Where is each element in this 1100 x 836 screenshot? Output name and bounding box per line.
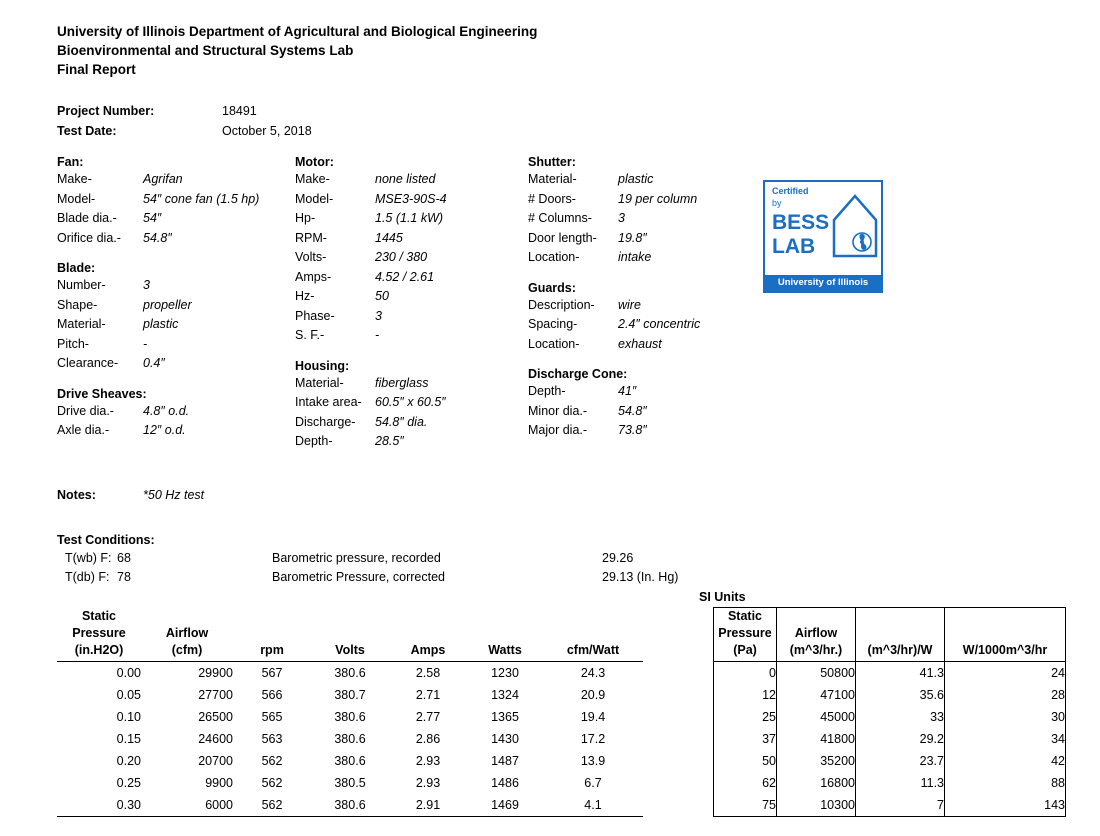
motor-hz-value: 50 [375,289,389,303]
fan-orifice-dia-row [57,229,297,249]
blade-clearance-label: Clearance- [57,356,119,370]
shutter-location-value: intake [618,250,652,264]
motor-rpm-label: RPM- [295,230,327,245]
cell-static-pressure-pa: 75 [714,794,777,817]
blade-number-label: Number- [57,278,106,292]
motor-volts-label: Volts- [295,250,327,264]
test-conditions-row [57,549,757,568]
fan-orifice-dia-value: 54.8″ [143,230,172,245]
shutter-doors-label: # Doors- [528,191,576,206]
motor-model-row [295,190,525,210]
header-rpm: rpm [260,643,284,657]
cone-depth-label: Depth- [528,384,566,398]
cell-spacer [643,706,714,728]
motor-sf-value: - [375,328,380,342]
header-spacer [643,608,714,662]
motor-hp-row [295,209,525,229]
cell-airflow-cfm: 6000 [141,794,233,817]
cell-spacer [643,750,714,772]
motor-rpm-row [295,229,525,249]
cell-spacer [643,684,714,706]
housing-intake-area-label: Intake area- [295,395,362,409]
guards-location-value: exhaust [618,336,662,351]
fan-model-value: 54″ cone fan (1.5 hp) [143,191,260,206]
blade-clearance-value: 0.4″ [143,356,165,370]
cone-depth-row [528,382,788,402]
guards-group-title: Guards: [528,280,576,295]
shutter-door-length-value: 19.8″ [618,230,647,245]
header-w-per-1000m3hr: W/1000m^3/hr [945,608,1066,662]
report-header [57,22,537,79]
drive-sheaves-group-title: Drive Sheaves: [57,386,147,401]
cell-volts: 380.5 [334,776,366,790]
cell-static-pressure-in: 0.00 [57,662,141,685]
header-watts: Watts [488,643,522,657]
housing-depth-label: Depth- [295,434,333,448]
motor-phase-row [295,307,525,327]
housing-material-label: Material- [295,375,344,390]
cell-airflow-cfm: 27700 [198,688,233,702]
header-line-2: Bioenvironmental and Structural Systems Lab [57,43,354,58]
twb-label: T(wb) F: [65,551,112,565]
header-static-pressure-in: Static Pressure (in.H2O) [72,609,126,657]
housing-intake-area-row [295,393,525,413]
cell-rpm: 562 [261,754,283,768]
housing-discharge-value: 54.8″ dia. [375,414,428,429]
cell-m3hr-per-w: 35.6 [856,684,945,706]
cell-static-pressure-in: 0.10 [116,710,141,724]
motor-make-label: Make- [295,172,330,186]
axle-dia-value: 12″ o.d. [143,423,186,437]
cone-depth-value: 41″ [618,384,637,398]
cell-watts: 1365 [491,710,519,724]
cell-cfm-per-watt: 6.7 [584,776,602,790]
cell-volts: 380.6 [311,662,389,685]
blade-shape-value: propeller [143,297,192,312]
guards-description-label: Description- [528,297,595,312]
fan-group-title: Fan: [57,155,84,169]
cone-minor-dia-label: Minor dia.- [528,403,588,418]
cell-airflow-m3hr: 50800 [777,662,856,685]
table-row [57,794,1066,817]
motor-volts-row [295,248,525,268]
housing-discharge-label: Discharge- [295,414,356,429]
motor-specs-column [295,155,525,452]
test-conditions-block [57,533,757,587]
drive-dia-label: Drive dia.- [57,403,114,418]
motor-volts-value: 230 / 380 [375,250,428,264]
cell-w-per-1000m3hr: 88 [945,772,1066,794]
motor-group-title: Motor: [295,155,334,169]
header-line-3: Final Report [57,62,136,77]
cell-static-pressure-pa: 12 [714,684,777,706]
cell-w-per-1000m3hr: 28 [945,684,1066,706]
project-info [57,101,312,141]
tdb-label: T(db) F: [65,570,110,584]
blade-material-value: plastic [143,317,179,331]
cell-static-pressure-pa: 50 [714,750,777,772]
cell-rpm: 566 [261,688,283,702]
motor-hz-row [295,287,525,307]
fan-blade-dia-row [57,209,297,229]
shutter-material-row [528,170,788,190]
cell-cfm-per-watt: 19.4 [580,710,606,724]
fan-model-row [57,190,297,210]
cell-airflow-m3hr: 16800 [777,772,856,794]
motor-amps-label: Amps- [295,269,332,284]
cell-airflow-cfm: 9900 [205,776,233,790]
notes-row [57,488,204,502]
motor-model-value: MSE3-90S-4 [375,191,447,206]
test-conditions-title: Test Conditions: [57,533,155,547]
cell-w-per-1000m3hr: 34 [945,728,1066,750]
cell-w-per-1000m3hr: 42 [945,750,1066,772]
header-static-pressure-pa: Static Pressure (Pa) [714,608,777,662]
performance-data-table [57,607,1066,817]
header-cfm-per-watt: cfm/Watt [566,643,620,657]
cell-airflow-cfm: 20700 [198,754,233,768]
cell-volts: 380.6 [334,754,366,768]
cell-amps: 2.86 [415,732,441,746]
discharge-cone-group-title: Discharge Cone: [528,367,628,381]
barn-fan-icon [831,190,879,258]
project-number-value: 18491 [222,104,257,118]
table-row [57,772,1066,794]
cell-cfm-per-watt: 13.9 [580,754,606,768]
cell-static-pressure-pa: 0 [714,662,777,685]
cell-spacer [643,662,714,685]
motor-make-value: none listed [375,172,436,186]
cell-watts: 1487 [491,754,519,768]
cell-airflow-m3hr: 10300 [777,794,856,817]
shutter-doors-row [528,190,788,210]
axle-dia-row [57,421,297,441]
fan-make-value: Agrifan [143,172,183,186]
barometric-corrected-label: Barometric Pressure, corrected [272,570,445,584]
cell-watts: 1469 [467,794,543,817]
cell-cfm-per-watt: 17.2 [580,732,606,746]
shutter-location-row [528,248,788,268]
cell-w-per-1000m3hr: 30 [945,706,1066,728]
cone-minor-dia-row [528,402,788,422]
fan-blade-dia-value: 54″ [143,211,162,225]
cone-major-dia-label: Major dia.- [528,423,588,437]
twb-value: 68 [117,551,131,565]
shutter-location-label: Location- [528,250,580,264]
shutter-door-length-row [528,229,788,249]
motor-rpm-value: 1445 [375,230,403,245]
cell-airflow-m3hr: 35200 [777,750,856,772]
drive-dia-row [57,402,297,422]
guards-spacing-row [528,315,788,335]
cell-watts: 1430 [491,732,519,746]
cell-static-pressure-pa: 25 [714,706,777,728]
drive-dia-value: 4.8″ o.d. [143,403,190,418]
cell-amps: 2.91 [389,794,467,817]
shutter-material-value: plastic [618,172,654,186]
header-airflow-cfm: Airflow (cfm) [165,626,209,657]
shutter-doors-value: 19 per column [618,191,698,206]
tdb-value: 78 [117,570,131,584]
cone-minor-dia-value: 54.8″ [618,403,647,418]
motor-hz-label: Hz- [295,289,315,303]
motor-amps-value: 4.52 / 2.61 [375,269,435,284]
cell-amps: 2.58 [389,662,467,685]
housing-intake-area-value: 60.5″ x 60.5″ [375,395,446,409]
notes-value: *50 Hz test [143,488,205,502]
header-line-1: University of Illinois Department of Agricultural and Biological Engineering [57,24,538,39]
header-volts: Volts [335,643,365,657]
cell-volts: 380.7 [334,688,366,702]
cell-spacer [643,728,714,750]
cell-cfm-per-watt: 24.3 [543,662,643,685]
cell-rpm: 565 [261,710,283,724]
cell-m3hr-per-w: 7 [856,794,945,817]
cone-major-dia-value: 73.8″ [618,423,647,437]
guards-description-row [528,296,788,316]
shutter-material-label: Material- [528,172,577,186]
table-row [57,662,1066,685]
cell-volts: 380.6 [311,794,389,817]
axle-dia-label: Axle dia.- [57,423,110,437]
cell-spacer [643,794,714,817]
table-header-row [57,608,1066,662]
shutter-columns-row [528,209,788,229]
test-date-value: October 5, 2018 [222,124,312,138]
si-units-label: SI Units [699,590,746,604]
motor-phase-label: Phase- [295,308,335,323]
blade-pitch-value: - [143,336,148,351]
header-m3hr-per-w: (m^3/hr)/W [856,608,945,662]
cell-m3hr-per-w: 11.3 [856,772,945,794]
cell-airflow-cfm: 24600 [198,732,233,746]
cell-airflow-m3hr: 47100 [777,684,856,706]
cell-static-pressure-pa: 37 [714,728,777,750]
blade-group-title: Blade: [57,261,96,275]
motor-hp-label: Hp- [295,211,316,225]
project-number-row [57,101,312,121]
motor-sf-label: S. F.- [295,328,325,342]
cell-static-pressure-in: 0.30 [57,794,141,817]
blade-shape-label: Shape- [57,297,98,312]
blade-material-row [57,315,297,335]
logo-certified-text: Certified [772,186,809,196]
housing-material-row [295,374,525,394]
cell-static-pressure-in: 0.05 [116,688,141,702]
cell-airflow-cfm: 29900 [141,662,233,685]
motor-phase-value: 3 [375,308,382,323]
logo-lab-text: LAB [772,235,816,258]
shutter-columns-value: 3 [618,211,625,225]
fan-specs-column [57,155,297,441]
barometric-recorded-value: 29.26 [602,551,634,565]
cell-w-per-1000m3hr: 24 [945,662,1066,685]
cell-spacer [643,772,714,794]
cell-rpm: 567 [233,662,311,685]
cell-volts: 380.6 [334,732,366,746]
project-number-label: Project Number: [57,104,155,118]
barometric-corrected-value: 29.13 (In. Hg) [602,570,679,584]
barometric-recorded-label: Barometric pressure, recorded [272,551,441,565]
logo-by-text: by [772,198,782,208]
cell-static-pressure-in: 0.25 [116,776,141,790]
test-date-label: Test Date: [57,124,117,138]
housing-group-title: Housing: [295,358,350,373]
cell-watts: 1324 [491,688,519,702]
fan-blade-dia-label: Blade dia.- [57,211,117,225]
cell-rpm: 562 [261,776,283,790]
cell-m3hr-per-w: 41.3 [856,662,945,685]
housing-depth-row [295,432,525,452]
guards-spacing-value: 2.4″ concentric [618,317,701,331]
header-amps: Amps [410,643,446,657]
cell-w-per-1000m3hr: 143 [945,794,1066,817]
logo-university-text: University of Illinois [765,275,881,291]
housing-material-value: fiberglass [375,375,429,390]
table-row [57,684,1066,706]
cell-airflow-m3hr: 45000 [777,706,856,728]
cell-m3hr-per-w: 29.2 [856,728,945,750]
cell-airflow-m3hr: 41800 [777,728,856,750]
test-conditions-row [57,568,757,587]
logo-bess-text: BESS [772,211,830,234]
fan-make-label: Make- [57,172,92,186]
motor-amps-row [295,268,525,288]
cell-cfm-per-watt: 20.9 [580,688,606,702]
table-row [57,728,1066,750]
blade-material-label: Material- [57,317,106,331]
cell-watts: 1486 [491,776,519,790]
bess-lab-certification-logo [763,180,883,293]
housing-discharge-row [295,413,525,433]
fan-model-label: Model- [57,191,96,206]
blade-pitch-label: Pitch- [57,336,89,351]
cell-static-pressure-in: 0.15 [116,732,141,746]
shutter-group-title: Shutter: [528,155,576,169]
fan-make-row [57,170,297,190]
fan-orifice-dia-label: Orifice dia.- [57,230,121,245]
guards-location-label: Location- [528,336,580,351]
motor-hp-value: 1.5 (1.1 kW) [375,211,444,225]
shutter-columns-label: # Columns- [528,211,592,225]
guards-description-value: wire [618,297,641,312]
cell-static-pressure-in: 0.20 [116,754,141,768]
blade-clearance-row [57,354,297,374]
shutter-door-length-label: Door length- [528,230,597,245]
cell-watts: 1230 [467,662,543,685]
cell-amps: 2.93 [415,754,441,768]
blade-number-value: 3 [143,278,150,292]
blade-pitch-row [57,335,297,355]
blade-shape-row [57,296,297,316]
housing-depth-value: 28.5″ [375,434,404,448]
motor-model-label: Model- [295,191,334,206]
table-row [57,706,1066,728]
cell-rpm: 562 [233,794,311,817]
cell-cfm-per-watt: 4.1 [543,794,643,817]
table-row [57,750,1066,772]
cell-rpm: 563 [261,732,283,746]
test-date-row [57,121,312,141]
cell-volts: 380.6 [334,710,366,724]
cell-static-pressure-pa: 62 [714,772,777,794]
blade-number-row [57,276,297,296]
cell-amps: 2.93 [415,776,441,790]
cell-airflow-cfm: 26500 [198,710,233,724]
header-airflow-m3hr: Airflow (m^3/hr.) [777,608,856,662]
motor-make-row [295,170,525,190]
guards-spacing-label: Spacing- [528,317,578,331]
cell-amps: 2.77 [415,710,441,724]
cell-amps: 2.71 [415,688,441,702]
shutter-specs-column [528,155,788,441]
cell-m3hr-per-w: 33 [856,706,945,728]
cell-m3hr-per-w: 23.7 [856,750,945,772]
cone-major-dia-row [528,421,788,441]
guards-location-row [528,335,788,355]
motor-sf-row [295,326,525,346]
notes-label: Notes: [57,488,96,502]
